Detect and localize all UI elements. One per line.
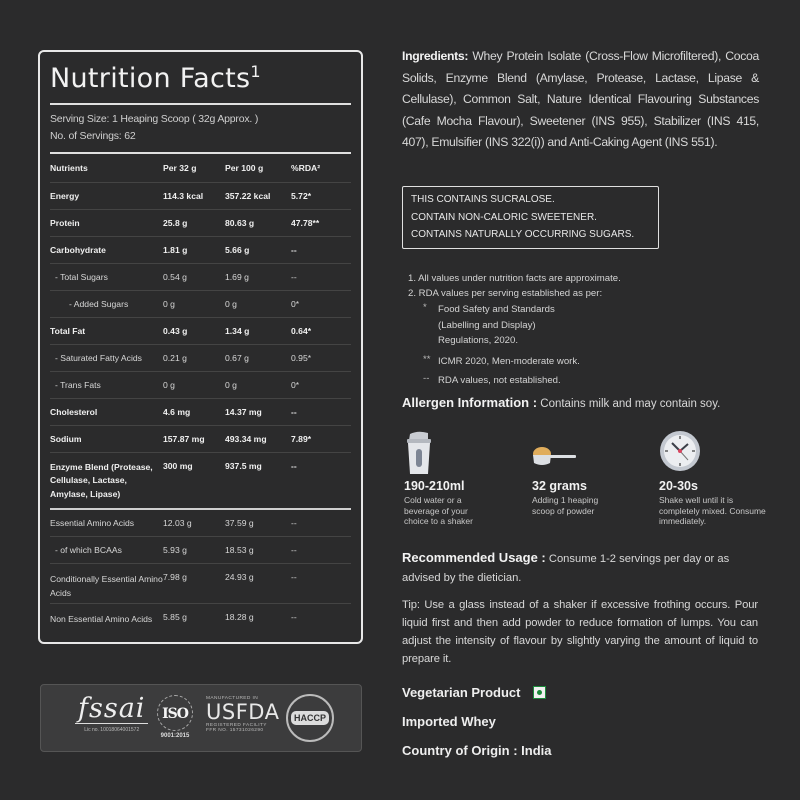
nutrition-table (50, 154, 351, 508)
warning-line: CONTAINS NATURALLY OCCURRING SUGARS. (411, 229, 635, 240)
rda-value: -- (291, 564, 351, 604)
usage-tip: Tip: Use a glass instead of a shaker if excessive frothing occurs. Pour liquid first and then add powder to reduce formation of lumps. You can adjust the intensity of flavour by slightly varying the amount of liquid to prepare it. (402, 599, 758, 665)
table-row (50, 290, 351, 317)
table-row (50, 371, 351, 398)
footnote-1: 1. All values under nutrition facts are approximate. (408, 273, 621, 284)
rda-value: 5.72* (291, 182, 351, 209)
footnotes (408, 271, 748, 389)
certification-bar (40, 684, 362, 752)
step-water (404, 430, 524, 527)
recommended-usage (402, 548, 759, 588)
nutrient-name: Cholesterol (50, 398, 163, 425)
nutrient-name: - Saturated Fatty Acids (50, 344, 163, 371)
footnote-text: ICMR 2020, Men-moderate work. (438, 355, 580, 367)
table-row (50, 452, 351, 508)
rda-value: -- (291, 537, 351, 564)
fssai-logo: fssai (75, 695, 148, 724)
footnote-sub (423, 373, 748, 389)
per100-value: 1.69 g (225, 263, 291, 290)
per32-value: 157.87 mg (163, 425, 225, 452)
footnote-text: RDA values, not established. (438, 375, 561, 386)
per32-value: 5.85 g (163, 612, 187, 622)
header-per32: Per 32 g (163, 154, 225, 182)
rda-value: -- (291, 612, 297, 622)
usfda-main: USFDA (206, 700, 280, 724)
globe-icon (157, 695, 193, 731)
footnote-2: 2. RDA values per serving established as per: (408, 288, 603, 299)
amino-acid-table (50, 510, 351, 644)
divider (50, 103, 351, 105)
per32-value: 0.21 g (163, 344, 225, 371)
fssai-license: Lic no. 10018064001572 (84, 727, 140, 733)
usage-label: Recommended Usage : (402, 550, 546, 565)
table-row (50, 317, 351, 344)
rda-value: 0.64* (291, 317, 351, 344)
shaker-icon (404, 430, 524, 476)
per100-value: 18.28 g (225, 612, 254, 622)
per100-value: 0.67 g (225, 344, 291, 371)
step-desc: Shake well until it is completely mixed. Consume immediately. (659, 495, 766, 526)
nutrient-name: - of which BCAAs (50, 537, 163, 564)
table-header-row (50, 154, 351, 182)
per32-value: 114.3 kcal (163, 182, 225, 209)
ingredients-paragraph (402, 46, 759, 154)
header-nutrients: Nutrients (50, 154, 163, 182)
step-powder (532, 430, 652, 516)
per32-value: 0.43 g (163, 317, 225, 344)
usage-text: Consume 1-2 servings per day or as advised by the dietician. (402, 553, 730, 584)
per32-value: 0 g (163, 290, 225, 317)
table-row (50, 564, 351, 604)
table-row (50, 398, 351, 425)
per32-value: 0 g (163, 371, 225, 398)
header-rda: %RDA² (291, 154, 351, 182)
step-shake (659, 430, 779, 527)
allergen-info (402, 395, 720, 410)
table-row (50, 344, 351, 371)
per100-value: 493.34 mg (225, 425, 291, 452)
table-row (50, 604, 351, 644)
ingredients-text: Whey Protein Isolate (Cross-Flow Microfiltered), Cocoa Solids, Enzyme Blend (Amylase, Protease, Lactase, Lipase & Cellulase), Common Salt, Nature Identical Flavouring Substances (Cafe Mocha Flavour), Sweetener (INS 955), Stabilizer (INS 415, 407), Emulsifier (INS 322(i)) and Anti-Caking Agent (INS 551). (402, 49, 759, 149)
usfda-badge (206, 696, 279, 733)
nutrient-name: - Added Sugars (50, 290, 163, 317)
per32-value: 0.54 g (163, 263, 225, 290)
nutrition-title-text: Nutrition Facts (50, 63, 251, 94)
rda-value: -- (291, 236, 351, 263)
table-row (50, 510, 351, 537)
per32-value: 12.03 g (163, 510, 225, 537)
table-row (50, 209, 351, 236)
table-row (50, 263, 351, 290)
footnote-sub (423, 302, 748, 349)
warning-line: CONTAIN NON-CALORIC SWEETENER. (411, 211, 597, 223)
rda-value: 47.78** (291, 209, 351, 236)
step-value: 190-210ml (404, 479, 465, 493)
iso-standard: 9001:2015 (160, 733, 190, 739)
haccp-label: HACCP (291, 711, 329, 725)
nutrient-name: Enzyme Blend (Protease, Cellulase, Lactase, Amylase, Lipase) (50, 461, 153, 499)
header-per100: Per 100 g (225, 154, 291, 182)
rda-value: 0* (291, 290, 351, 317)
nutrient-name: Non Essential Amino Acids (50, 614, 153, 624)
nutrient-name: Protein (50, 209, 163, 236)
per32-value: 1.81 g (163, 236, 225, 263)
per32-value: 4.6 mg (163, 398, 225, 425)
per32-value: 7.98 g (163, 564, 225, 604)
per100-value: 37.59 g (225, 510, 291, 537)
nutrient-name: - Trans Fats (50, 371, 163, 398)
per100-value: 1.34 g (225, 317, 291, 344)
nutrient-name: Carbohydrate (50, 236, 163, 263)
nutrient-name: Total Fat (50, 317, 163, 344)
preparation-steps (402, 430, 766, 530)
serving-info (50, 111, 351, 145)
warning-line: THIS CONTAINS SUCRALOSE. (411, 194, 555, 205)
per100-value: 357.22 kcal (225, 182, 291, 209)
footnote-symbol: -- (423, 373, 430, 384)
product-facts (402, 678, 552, 765)
rda-value: 0* (291, 371, 351, 398)
rda-value: -- (291, 398, 351, 425)
step-desc: Cold water or a beverage of your choice to a shaker (404, 495, 473, 526)
sweetener-warning-box (402, 186, 659, 249)
rda-value: -- (291, 263, 351, 290)
usfda-top: MANUFACTURED IN (206, 696, 259, 701)
step-value: 20-30s (659, 479, 698, 493)
rda-value: -- (291, 460, 297, 471)
footnote-sub (423, 354, 748, 370)
clock-icon (659, 430, 779, 476)
vegetarian-row (402, 678, 552, 707)
origin-label: Country of Origin : India (402, 743, 552, 758)
haccp-badge (286, 694, 334, 742)
imported-label: Imported Whey (402, 714, 496, 729)
footnote-marker: 1 (250, 62, 261, 81)
per100-value: 937.5 mg (225, 460, 262, 471)
servings-count: No. of Servings: 62 (50, 130, 136, 142)
table-row (50, 236, 351, 263)
allergen-label: Allergen Information : (402, 395, 538, 410)
step-value: 32 grams (532, 479, 587, 493)
per100-value: 5.66 g (225, 236, 291, 263)
rda-value: -- (291, 510, 351, 537)
allergen-text: Contains milk and may contain soy. (537, 398, 721, 410)
nutrient-name: - Total Sugars (50, 263, 163, 290)
vegetarian-label: Vegetarian Product (402, 685, 521, 700)
footnote-symbol: * (423, 302, 427, 313)
serving-size: Serving Size: 1 Heaping Scoop ( 32g Approx. ) (50, 113, 259, 125)
nutrient-name: Sodium (50, 425, 163, 452)
usfda-sub1: REGISTERED FACILITY (206, 723, 267, 728)
table-row (50, 425, 351, 452)
step-desc: Adding 1 heaping scoop of powder (532, 495, 599, 516)
table-row (50, 537, 351, 564)
iso-badge (155, 695, 195, 739)
per32-value: 5.93 g (163, 537, 225, 564)
veg-mark-icon (533, 686, 546, 699)
nutrition-title (50, 62, 351, 94)
per100-value: 0 g (225, 290, 291, 317)
nutrition-facts-panel (38, 50, 363, 644)
per100-value: 80.63 g (225, 209, 291, 236)
rda-value: 7.89* (291, 425, 351, 452)
per100-value: 18.53 g (225, 537, 291, 564)
footnote-symbol: ** (423, 353, 431, 365)
footnote-text: Food Safety and Standards (Labelling and Display) Regulations, 2020. (438, 304, 555, 346)
usfda-sub2: FFR NO. 15731026290 (206, 728, 264, 733)
nutrient-name: Energy (50, 182, 163, 209)
per32-value: 25.8 g (163, 209, 225, 236)
scoop-icon (532, 430, 652, 476)
rda-value: 0.95* (291, 344, 351, 371)
table-row (50, 182, 351, 209)
fssai-badge (75, 695, 148, 733)
nutrient-name: Conditionally Essential Amino Acids (50, 564, 163, 604)
per100-value: 14.37 mg (225, 398, 291, 425)
iso-label: ISO (162, 706, 188, 722)
per100-value: 24.93 g (225, 564, 291, 604)
nutrient-name: Essential Amino Acids (50, 510, 163, 537)
per32-value: 300 mg (163, 460, 193, 471)
per100-value: 0 g (225, 371, 291, 398)
ingredients-label: Ingredients: (402, 49, 469, 63)
